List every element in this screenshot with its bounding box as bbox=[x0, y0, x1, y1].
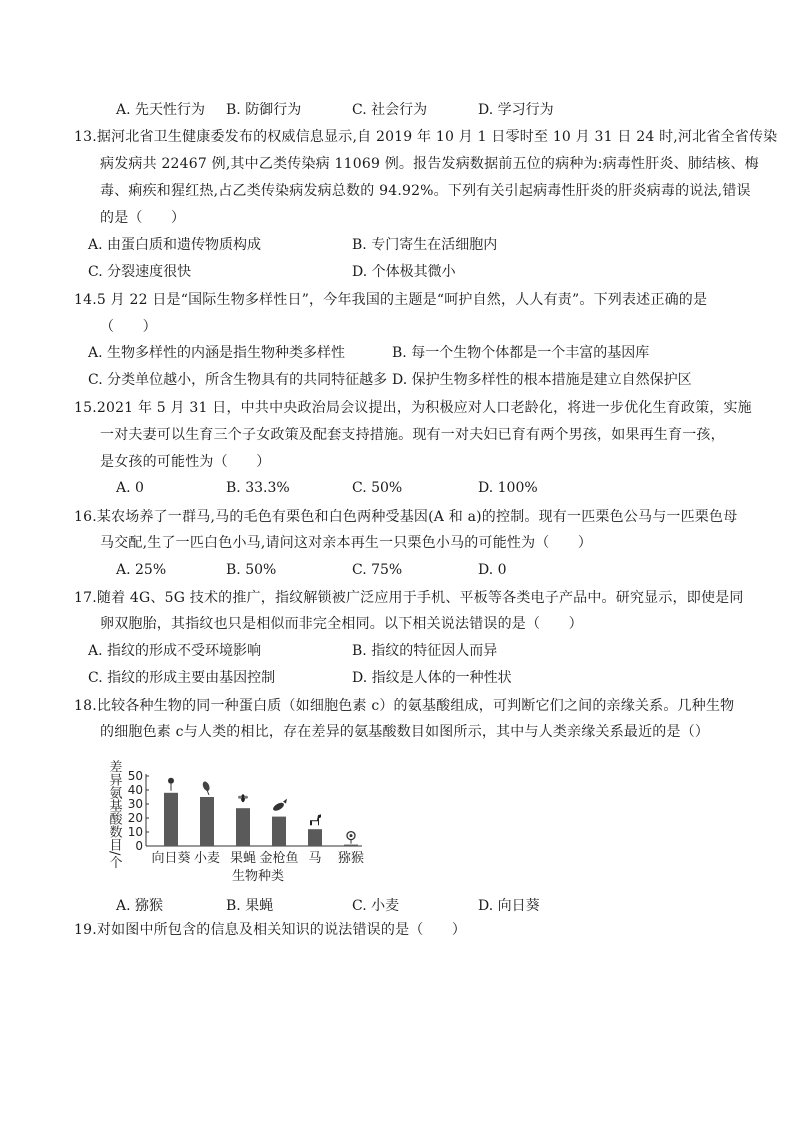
horse-icon bbox=[310, 814, 321, 825]
q18-option-a[interactable]: A. 猕猴 bbox=[116, 898, 164, 914]
q16-option-b[interactable]: B. 50% bbox=[226, 562, 277, 578]
q17-option-c[interactable]: C. 指纹的形成主要由基因控制 bbox=[88, 670, 276, 686]
q13-option-d[interactable]: D. 个体极其微小 bbox=[352, 264, 456, 280]
q13-stem-line-4: 的是（ ） bbox=[100, 210, 186, 226]
y-axis-label: 差异氨基酸数目/个 bbox=[106, 760, 122, 869]
bar-sunflower bbox=[164, 793, 178, 846]
q18-stem-line-2: 的细胞色素 c与人类的相比，存在差异的氨基酸数目如图所示，其中与人类亲缘关系最近的是（） bbox=[100, 724, 710, 740]
q12-option-c[interactable]: C. 社会行为 bbox=[352, 102, 428, 118]
q17-option-b[interactable]: B. 指纹的特征因人而异 bbox=[352, 643, 498, 659]
q12-option-a[interactable]: A. 先天性行为 bbox=[116, 102, 206, 118]
bar-wheat bbox=[200, 797, 214, 846]
q18-option-b[interactable]: B. 果蝇 bbox=[226, 898, 274, 914]
q12-option-b[interactable]: B. 防御行为 bbox=[226, 102, 302, 118]
q13-stem-line-3: 毒、痢疾和猩红热,占乙类传染病发病总数的 94.92%。下列有关引起病毒性肝炎的肝炎病毒的说法,错误 bbox=[100, 183, 751, 199]
q14-option-c[interactable]: C. 分类单位越小，所含生物具有的共同特征越多 bbox=[88, 372, 388, 388]
q18-option-c[interactable]: C. 小麦 bbox=[352, 898, 400, 914]
q15-option-a[interactable]: A. 0 bbox=[116, 480, 144, 496]
bar-horse bbox=[308, 829, 322, 846]
y-tick-label: 50 bbox=[127, 769, 143, 783]
q16-stem-line-2: 马交配,生了一匹白色小马,请问这对亲本再生一只栗色小马的可能性为（ ） bbox=[100, 535, 593, 551]
amino-acid-difference-chart bbox=[100, 752, 380, 892]
y-tick-label: 40 bbox=[127, 783, 143, 797]
y-tick-label: 0 bbox=[135, 839, 143, 853]
q16-option-d[interactable]: D. 0 bbox=[478, 562, 507, 578]
x-tick-label: 猕猴 bbox=[337, 851, 365, 866]
q14-option-d[interactable]: D. 保护生物多样性的根本措施是建立自然保护区 bbox=[392, 372, 692, 388]
q16-option-a[interactable]: A. 25% bbox=[116, 562, 167, 578]
q13-option-c[interactable]: C. 分裂速度很快 bbox=[88, 264, 192, 280]
fruit-fly-icon bbox=[238, 794, 248, 802]
sunflower-icon bbox=[168, 778, 174, 791]
q13-stem-line-1: 13.据河北省卫生健康委发布的权威信息显示,自 2019 年 10 月 1 日零时至 10 月 31 日 24 时,河北省全省传染 bbox=[74, 129, 778, 145]
wheat-icon bbox=[201, 780, 211, 795]
q14-option-b[interactable]: B. 每一个生物个体都是一个丰富的基因库 bbox=[392, 345, 650, 361]
q15-option-c[interactable]: C. 50% bbox=[352, 480, 403, 496]
macaque-icon bbox=[347, 832, 355, 844]
q13-option-a[interactable]: A. 由蛋白质和遗传物质构成 bbox=[88, 237, 262, 253]
x-tick-label: 果蝇 bbox=[229, 851, 257, 866]
q16-stem-line-1: 16.某农场养了一群马,马的毛色有栗色和白色两种受基因(A 和 a)的控制。现有一匹栗色公马与一匹栗色母 bbox=[74, 509, 738, 525]
q14-option-a[interactable]: A. 生物多样性的内涵是指生物种类多样性 bbox=[88, 345, 346, 361]
q14-stem-line-2: （ ） bbox=[100, 319, 157, 335]
q15-stem-line-3: 是女孩的可能性为（ ） bbox=[100, 454, 271, 470]
q15-stem-line-2: 一对夫妻可以生育三个子女政策及配套支持措施。现有一对夫妇已育有两个男孩，如果再生育一孩， bbox=[100, 427, 725, 443]
y-tick-label: 30 bbox=[127, 797, 143, 811]
q16-option-c[interactable]: C. 75% bbox=[352, 562, 403, 578]
q13-stem-line-2: 病发病共 22467 例,其中乙类传染病 11069 例。报告发病数据前五位的病种为:病毒性肝炎、肺结核、梅 bbox=[100, 156, 759, 172]
q12-option-d[interactable]: D. 学习行为 bbox=[478, 102, 554, 118]
x-tick-label: 金枪鱼 bbox=[259, 851, 299, 866]
q17-option-d[interactable]: D. 指纹是人体的一种性状 bbox=[352, 670, 512, 686]
q14-stem-line-1: 14.5 月 22 日是“国际生物多样性日”，今年我国的主题是“呵护自然，人人有责”。下列表述正确的是 bbox=[74, 292, 708, 308]
q17-stem-line-2: 卵双胞胎，其指纹也只是相似而非完全相同。以下相关说法错误的是（ ） bbox=[100, 616, 583, 632]
bar-tuna bbox=[272, 817, 286, 846]
q18-stem-line-1: 18.比较各种生物的同一种蛋白质（如细胞色素 c）的氨基酸组成，可判断它们之间的亲缘关系。几种生物 bbox=[74, 698, 735, 714]
y-tick-label: 10 bbox=[127, 825, 143, 839]
q17-stem-line-1: 17.随着 4G、5G 技术的推广，指纹解锁被广泛应用于手机、平板等各类电子产品中。研究显示，即使是同 bbox=[74, 590, 744, 606]
bar-fruit-fly bbox=[236, 808, 250, 846]
bar-macaque bbox=[344, 845, 358, 846]
y-tick-label: 20 bbox=[127, 811, 143, 825]
x-axis-label: 生物种类 bbox=[231, 869, 285, 884]
x-tick-label: 向日葵 bbox=[151, 851, 191, 866]
q19-stem-line-1: 19.对如图中所包含的信息及相关知识的说法错误的是（ ） bbox=[74, 922, 467, 938]
x-tick-label: 小麦 bbox=[193, 851, 221, 866]
q13-option-b[interactable]: B. 专门寄生在活细胞内 bbox=[352, 237, 498, 253]
q15-option-b[interactable]: B. 33.3% bbox=[226, 480, 290, 496]
x-tick-label: 马 bbox=[308, 851, 322, 866]
q15-option-d[interactable]: D. 100% bbox=[478, 480, 538, 496]
q15-stem-line-1: 15.2021 年 5 月 31 日，中共中央政治局会议提出，为积极应对人口老龄化，将进一步优化生育政策，实施 bbox=[74, 400, 752, 416]
tuna-icon bbox=[272, 799, 287, 813]
q18-option-d[interactable]: D. 向日葵 bbox=[478, 898, 540, 914]
q17-option-a[interactable]: A. 指纹的形成不受环境影响 bbox=[88, 643, 262, 659]
